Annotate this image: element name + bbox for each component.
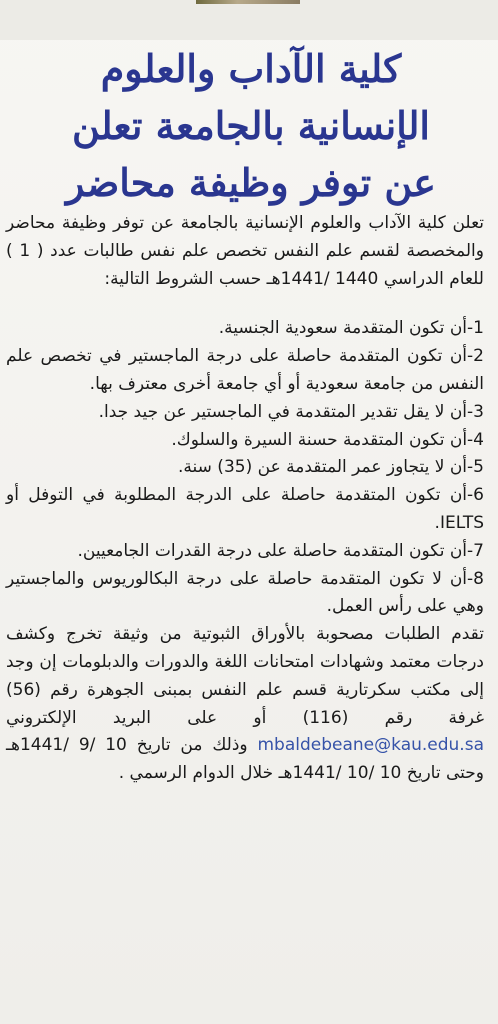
- conditions-list: [6, 315, 484, 621]
- condition-item-2: 2-أن تكون المتقدمة حاصلة على درجة الماجستير في تخصص علم النفس من جامعة سعودية أو أي جامعة أخرى معترف بها.: [6, 346, 484, 394]
- photo-edge: [196, 0, 300, 4]
- condition-item-7: 7-أن تكون المتقدمة حاصلة على درجة القدرات الجامعيين.: [77, 540, 484, 561]
- condition-item-4: 4-أن تكون المتقدمة حسنة السيرة والسلوك.: [171, 429, 484, 450]
- intro-paragraph: تعلن كلية الآداب والعلوم الإنسانية بالجامعة عن توفر وظيفة محاضر والمخصصة لقسم علم النفس تخصص علم نفس طالبات عدد ( 1 ) للعام الدراسي 1440 /1441هـ حسب الشروط التالية:: [6, 213, 484, 289]
- spacer: [6, 293, 484, 315]
- condition-item-3: 3-أن لا يقل تقدير المتقدمة في الماجستير عن جيد جدا.: [98, 401, 484, 422]
- header-strip: [0, 0, 498, 40]
- condition-item-8: 8-أن لا تكون المتقدمة حاصلة على درجة البكالوريوس والماجستير وهي على رأس العمل.: [6, 568, 484, 617]
- headline: [36, 40, 466, 211]
- headline-line-3: عن توفر وظيفة محاضر: [66, 160, 436, 205]
- condition-item-5: 5-أن لا يتجاوز عمر المتقدمة عن (35) سنة.: [178, 457, 484, 478]
- email-link[interactable]: mbaldebeane@kau.edu.sa: [257, 735, 484, 756]
- headline-line-1: كلية الآداب والعلوم: [100, 46, 402, 91]
- condition-item-6: 6-أن تكون المتقدمة حاصلة على الدرجة المطلوبة في التوفل أو IELTS.: [6, 485, 484, 533]
- application-text: تقدم الطلبات مصحوبة بالأوراق الثبوتية من وثيقة تخرج وكشف درجات معتمد وشهادات امتحانات اللغة والدورات والدبلومات إن وجد إلى مكتب سكرتارية قسم علم النفس بمبنى الجوهرة رقم (56) غرفة رقم (116) أو على البريد الإلكتروني: [6, 624, 485, 728]
- article-body: [6, 210, 484, 788]
- headline-line-2: الإنسانية بالجامعة تعلن: [72, 103, 430, 148]
- application-paragraph: [6, 621, 484, 788]
- condition-item-1: 1-أن تكون المتقدمة سعودية الجنسية.: [218, 318, 484, 339]
- application-dates: وذلك من تاريخ 10 /9 /1441هـ وحتى تاريخ 10 /10 /1441هـ خلال الدوام الرسمي .: [6, 735, 484, 784]
